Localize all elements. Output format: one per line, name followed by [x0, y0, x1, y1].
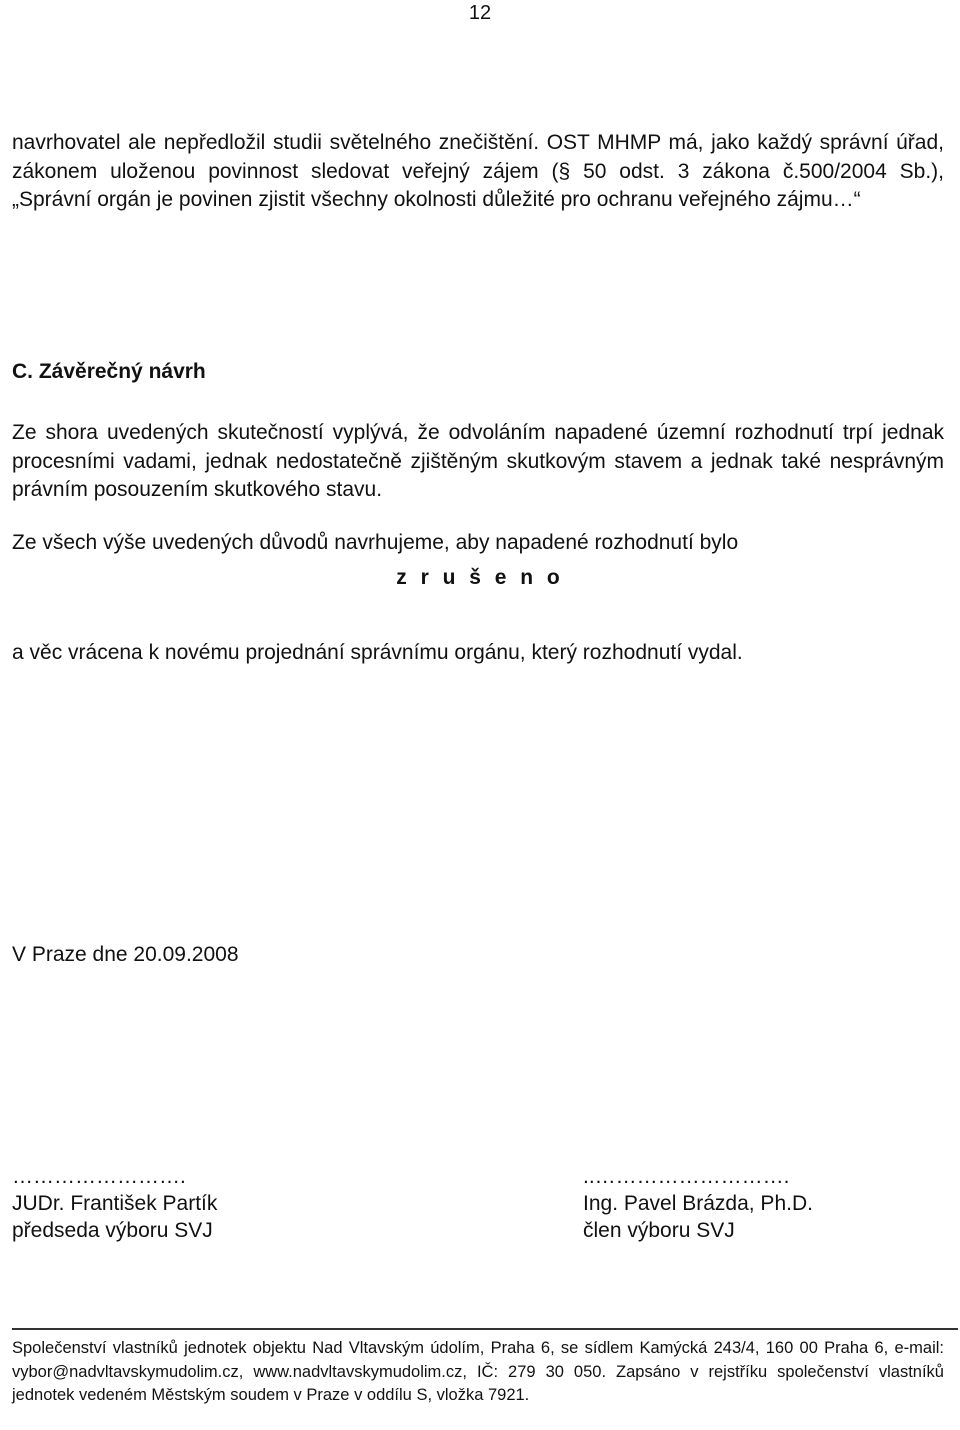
signatory-name: Ing. Pavel Brázda, Ph.D. [583, 1192, 813, 1215]
signature-right [583, 1163, 813, 1244]
footer-divider [12, 1328, 958, 1330]
paragraph-findings: Ze shora uvedených skutečností vyplývá, že odvoláním napadené územní rozhodnutí trpí jednak procesními vadami, jednak nedostatečně zjištěným skutkovým stavem a jednak také nesprávným právním posouzením skutkového stavu. [12, 421, 944, 501]
signature-line: ..………………………. [583, 1165, 790, 1188]
paragraph-intro: navrhovatel ale nepředložil studii světelného znečištění. OST MHMP má, jako každý správní úřad, zákonem uloženou povinnost sledovat veřejný zájem (§ 50 odst. 3 zákona č.500/2004 Sb.), „Správní orgán je povinen zjistit všechny okolnosti důležité pro ochranu veřejného zájmu…“ [12, 131, 944, 211]
section-heading: C. Závěrečný návrh [12, 360, 206, 383]
verdict-text: z r u š e n o [396, 566, 564, 589]
signatory-role: předseda výboru SVJ [12, 1219, 213, 1242]
date-line: V Praze dne 20.09.2008 [12, 943, 239, 966]
signature-line: ……………………. [12, 1165, 186, 1188]
signature-left [12, 1163, 217, 1244]
paragraph-proposal: Ze všech výše uvedených důvodů navrhujeme, aby napadené rozhodnutí bylo [12, 531, 739, 554]
page-number: 12 [468, 2, 492, 24]
paragraph-remand: a věc vrácena k novému projednání správnímu orgánu, který rozhodnutí vydal. [12, 641, 743, 664]
signatory-name: JUDr. František Partík [12, 1192, 218, 1215]
footer-text: Společenství vlastníků jednotek objektu Nad Vltavským údolím, Praha 6, se sídlem Kamýcká 243/4, 160 00 Praha 6, e-mail: vybor@nadvltavskymudolim.cz, www.nadvltavskymudolim.cz, IČ: 279 30 050. Zapsáno v rejstříku společenství vlastníků jednotek vedeném Městským soudem v Praze v oddílu S, vložka 7921. [12, 1339, 944, 1404]
signatory-role: člen výboru SVJ [583, 1219, 735, 1242]
